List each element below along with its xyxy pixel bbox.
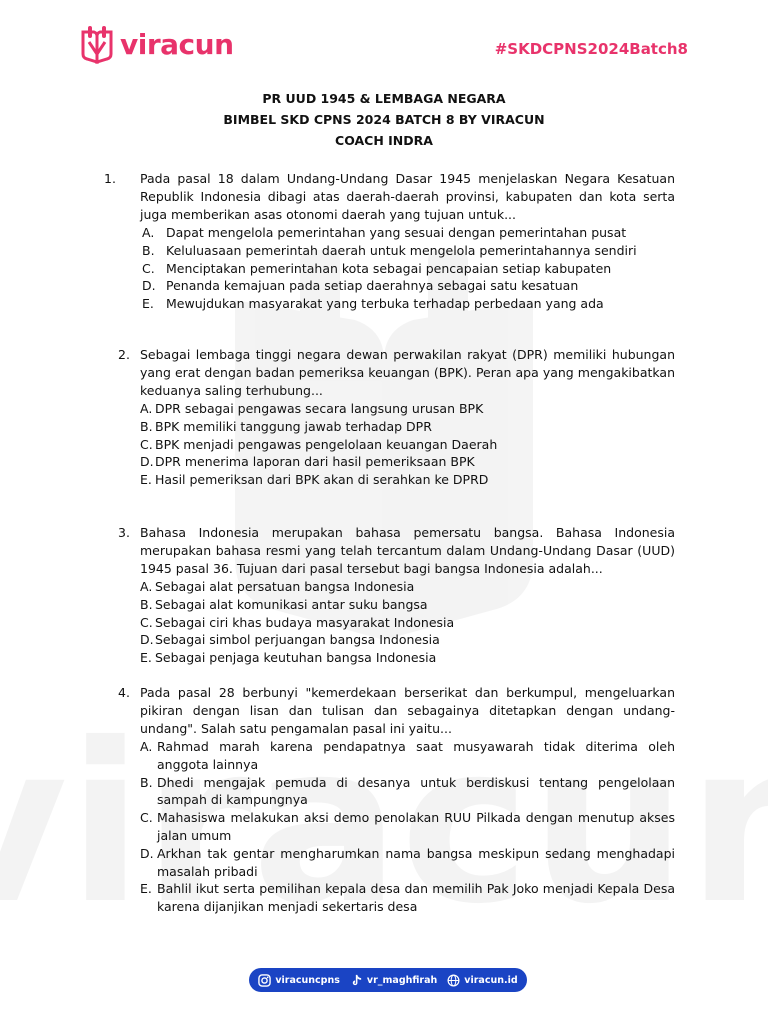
question-number: 4. xyxy=(118,685,130,700)
question-text: Sebagai lembaga tinggi negara dewan perwakilan rakyat (DPR) memiliki hubungan yang erat dengan badan pemeriksa keuangan (BPK). Peran apa yang mengakibatkan keduanya saling terhubung... xyxy=(140,347,675,398)
hashtag: #SKDCPNS2024Batch8 xyxy=(494,40,688,58)
website-url: viracun.id xyxy=(464,974,518,986)
question-text: Pada pasal 28 berbunyi "kemerdekaan berserikat dan berkumpul, mengeluarkan pikiran dengan lisan dan tulisan dan sebagainya ditetapkan dengan undang-undang". Salah satu pengamalan pasal ini yaitu... xyxy=(140,685,675,736)
question-number: 1. xyxy=(104,171,116,186)
document-title xyxy=(0,88,768,151)
option-a: A. Rahmad marah karena pendapatnya saat musyawarah tidak diterima oleh anggota lainnya xyxy=(140,739,675,772)
title-line-2: BIMBEL SKD CPNS 2024 BATCH 8 BY VIRACUN xyxy=(223,112,545,127)
instagram-link[interactable] xyxy=(258,974,340,987)
tiktok-icon xyxy=(350,974,363,987)
option-e: E. Bahlil ikut serta pemilihan kepala desa dan memilih Pak Joko menjadi Kepala Desa karena dijanjikan menjadi sekertaris desa xyxy=(140,881,675,915)
website-link[interactable] xyxy=(447,974,517,987)
option-c: C. Menciptakan pemerintahan kota sebagai pencapaian setiap kabupaten xyxy=(142,260,612,276)
option-d: D. Arkhan tak gentar mengharumkan nama bangsa meskipun sedang menghadapi masalah pribadi xyxy=(140,845,675,879)
option-d: D. Sebagai simbol perjuangan bangsa Indonesia xyxy=(140,632,440,648)
question-text: Pada pasal 18 dalam Undang-Undang Dasar 1945 menjelaskan Negara Kesatuan Republik Indonesia dibagi atas daerah-daerah provinsi, kabupaten dan kota serta juga memberikan asas otonomi daerah yang tujuan untuk... xyxy=(140,171,675,222)
logo-text: viracun xyxy=(120,27,234,61)
question-number: 3. xyxy=(118,525,130,540)
option-c: C. Sebagai ciri khas budaya masyarakat Indonesia xyxy=(140,614,455,630)
option-d: D. DPR menerima laporan dari hasil pemeriksaan BPK xyxy=(140,454,475,470)
option-e: E. Sebagai penjaga keutuhan bangsa Indonesia xyxy=(140,650,437,666)
option-d: D. Penanda kemajuan pada setiap daerahnya sebagai satu kesatuan xyxy=(142,278,579,294)
brand-logo xyxy=(80,24,234,64)
tiktok-handle: vr_maghfirah xyxy=(366,974,438,986)
title-line-1: PR UUD 1945 & LEMBAGA NEGARA xyxy=(262,91,506,106)
option-e: E. Mewujdukan masyarakat yang terbuka terhadap perbedaan yang ada xyxy=(142,296,604,312)
option-a: A. Dapat mengelola pemerintahan yang sesuai dengan pemerintahan pusat xyxy=(142,225,627,240)
option-b: B. BPK memiliki tanggung jawab terhadap DPR xyxy=(140,418,432,434)
option-a: A. DPR sebagai pengawas secara langsung urusan BPK xyxy=(140,401,484,416)
title-line-3: COACH INDRA xyxy=(335,133,433,148)
tiktok-link[interactable] xyxy=(350,974,437,987)
option-b: B. Sebagai alat komunikasi antar suku bangsa xyxy=(140,596,428,612)
social-footer xyxy=(249,968,527,992)
question-text: Bahasa Indonesia merupakan bahasa pemersatu bangsa. Bahasa Indonesia merupakan bahasa resmi yang telah tercantum dalam Undang-Undang Dasar (UUD) 1945 pasal 36. Tujuan dari pasal tersebut bagi bangsa Indonesia adalah... xyxy=(140,525,675,576)
globe-icon xyxy=(447,974,460,987)
option-c: C. BPK menjadi pengawas pengelolaan keuangan Daerah xyxy=(140,436,498,452)
instagram-handle: viracuncpns xyxy=(275,974,340,986)
question-number: 2. xyxy=(118,347,130,362)
option-e: E. Hasil pemeriksan dari BPK akan di serahkan ke DPRD xyxy=(140,472,489,488)
option-b: B. Dhedi mengajak pemuda di desanya untuk berdiskusi tentang pengelolaan sampah di kampungnya xyxy=(140,774,675,808)
option-b: B. Keluluasaan pemerintah daerah untuk mengelola pemerintahannya sendiri xyxy=(142,242,637,258)
option-a: A. Sebagai alat persatuan bangsa Indonesia xyxy=(140,579,415,594)
option-c: C. Mahasiswa melakukan aksi demo penolakan RUU Pilkada dengan menutup akses jalan umum xyxy=(140,810,675,843)
book-logo-icon xyxy=(80,24,114,64)
instagram-icon xyxy=(258,974,271,987)
